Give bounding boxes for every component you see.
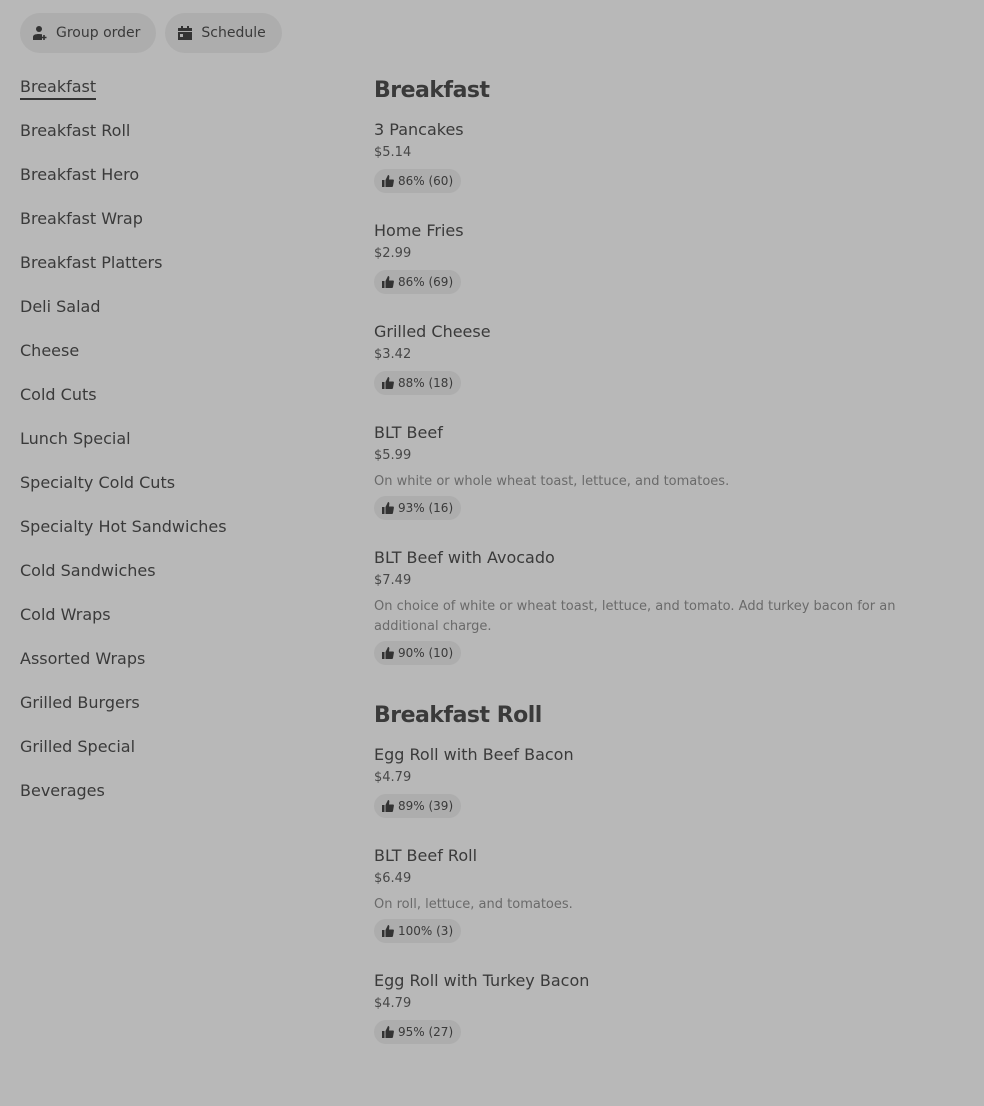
thumbs-up-icon (382, 276, 394, 288)
item-name: BLT Beef with Avocado (374, 548, 555, 567)
menu-item[interactable] (374, 971, 964, 1044)
rating-text: 88% (18) (398, 376, 454, 390)
sidebar-item-label: Grilled Burgers (20, 693, 140, 712)
rating-badge (374, 794, 461, 818)
schedule-label: Schedule (201, 25, 266, 41)
menu-section (374, 703, 964, 1044)
sidebar-item[interactable] (20, 252, 340, 296)
sidebar-item-label: Lunch Special (20, 429, 131, 448)
group-order-button[interactable] (20, 13, 156, 53)
thumbs-up-icon (382, 502, 394, 514)
menu-item[interactable] (374, 120, 964, 193)
sidebar-item[interactable] (20, 736, 340, 780)
section-title: Breakfast Roll (374, 703, 542, 728)
menu-item[interactable] (374, 846, 964, 943)
sidebar-item-label: Grilled Special (20, 737, 136, 756)
sidebar-item-label: Breakfast Roll (20, 121, 131, 140)
rating-text: 86% (60) (398, 174, 454, 188)
sidebar-item-label: Cheese (20, 341, 80, 360)
item-name: Home Fries (374, 221, 464, 240)
sidebar-item[interactable] (20, 384, 340, 428)
schedule-button[interactable] (165, 13, 281, 53)
sidebar-item[interactable] (20, 208, 340, 252)
item-name: BLT Beef (374, 423, 443, 442)
item-price: $4.79 (374, 996, 412, 1011)
sidebar-item[interactable] (20, 120, 340, 164)
section-title: Breakfast (374, 78, 490, 103)
item-name: 3 Pancakes (374, 120, 464, 139)
rating-badge (374, 641, 461, 665)
sidebar-item[interactable] (20, 472, 340, 516)
rating-badge (374, 371, 461, 395)
item-name: Grilled Cheese (374, 322, 491, 341)
rating-text: 86% (69) (398, 275, 454, 289)
sidebar-item-label: Specialty Cold Cuts (20, 473, 176, 492)
thumbs-up-icon (382, 1026, 394, 1038)
sidebar-item-label: Cold Cuts (20, 385, 97, 404)
item-price: $7.49 (374, 573, 412, 588)
thumbs-up-icon (382, 925, 394, 937)
menu-item[interactable] (374, 548, 964, 665)
sidebar-item-label: Assorted Wraps (20, 649, 146, 668)
sidebar-item-label: Cold Wraps (20, 605, 111, 624)
sidebar-item[interactable] (20, 428, 340, 472)
category-sidebar (20, 76, 340, 824)
sidebar-item-label: Breakfast Wrap (20, 209, 143, 228)
sidebar-item[interactable] (20, 560, 340, 604)
item-price: $5.14 (374, 145, 412, 160)
rating-text: 95% (27) (398, 1025, 454, 1039)
sidebar-item-label: Deli Salad (20, 297, 101, 316)
menu-item[interactable] (374, 745, 964, 818)
sidebar-item[interactable] (20, 648, 340, 692)
item-description: On choice of white or wheat toast, lettuce, and tomato. Add turkey bacon for an additional charge. (374, 599, 896, 634)
item-name: BLT Beef Roll (374, 846, 478, 865)
sidebar-item[interactable] (20, 340, 340, 384)
sidebar-item[interactable] (20, 164, 340, 208)
sidebar-item[interactable] (20, 516, 340, 560)
thumbs-up-icon (382, 647, 394, 659)
sidebar-item-label: Beverages (20, 781, 105, 800)
top-actions (20, 13, 282, 53)
rating-badge (374, 496, 461, 520)
thumbs-up-icon (382, 800, 394, 812)
rating-badge (374, 1020, 461, 1044)
sidebar-item[interactable] (20, 76, 340, 120)
menu-item[interactable] (374, 423, 964, 520)
sidebar-item[interactable] (20, 692, 340, 736)
sidebar-item-label: Breakfast (20, 77, 96, 100)
item-price: $3.42 (374, 347, 412, 362)
sidebar-item-label: Specialty Hot Sandwiches (20, 517, 227, 536)
menu-list (374, 78, 964, 1082)
item-price: $4.79 (374, 770, 412, 785)
sidebar-item-label: Cold Sandwiches (20, 561, 156, 580)
rating-text: 89% (39) (398, 799, 454, 813)
menu-item[interactable] (374, 221, 964, 294)
rating-text: 100% (3) (398, 924, 454, 938)
sidebar-item[interactable] (20, 604, 340, 648)
group-order-label: Group order (56, 25, 141, 41)
item-name: Egg Roll with Beef Bacon (374, 745, 574, 764)
item-description: On roll, lettuce, and tomatoes. (374, 897, 573, 912)
person-add-icon (32, 25, 48, 41)
item-price: $5.99 (374, 448, 412, 463)
rating-badge (374, 919, 461, 943)
menu-section (374, 78, 964, 665)
thumbs-up-icon (382, 175, 394, 187)
sidebar-item[interactable] (20, 296, 340, 340)
rating-text: 90% (10) (398, 646, 454, 660)
sidebar-item-label: Breakfast Platters (20, 253, 163, 272)
sidebar-item[interactable] (20, 780, 340, 824)
item-price: $2.99 (374, 246, 412, 261)
sidebar-item-label: Breakfast Hero (20, 165, 140, 184)
thumbs-up-icon (382, 377, 394, 389)
item-name: Egg Roll with Turkey Bacon (374, 971, 590, 990)
rating-badge (374, 169, 461, 193)
item-description: On white or whole wheat toast, lettuce, and tomatoes. (374, 474, 730, 489)
rating-text: 93% (16) (398, 501, 454, 515)
item-price: $6.49 (374, 871, 412, 886)
rating-badge (374, 270, 461, 294)
menu-item[interactable] (374, 322, 964, 395)
calendar-icon (177, 25, 193, 41)
